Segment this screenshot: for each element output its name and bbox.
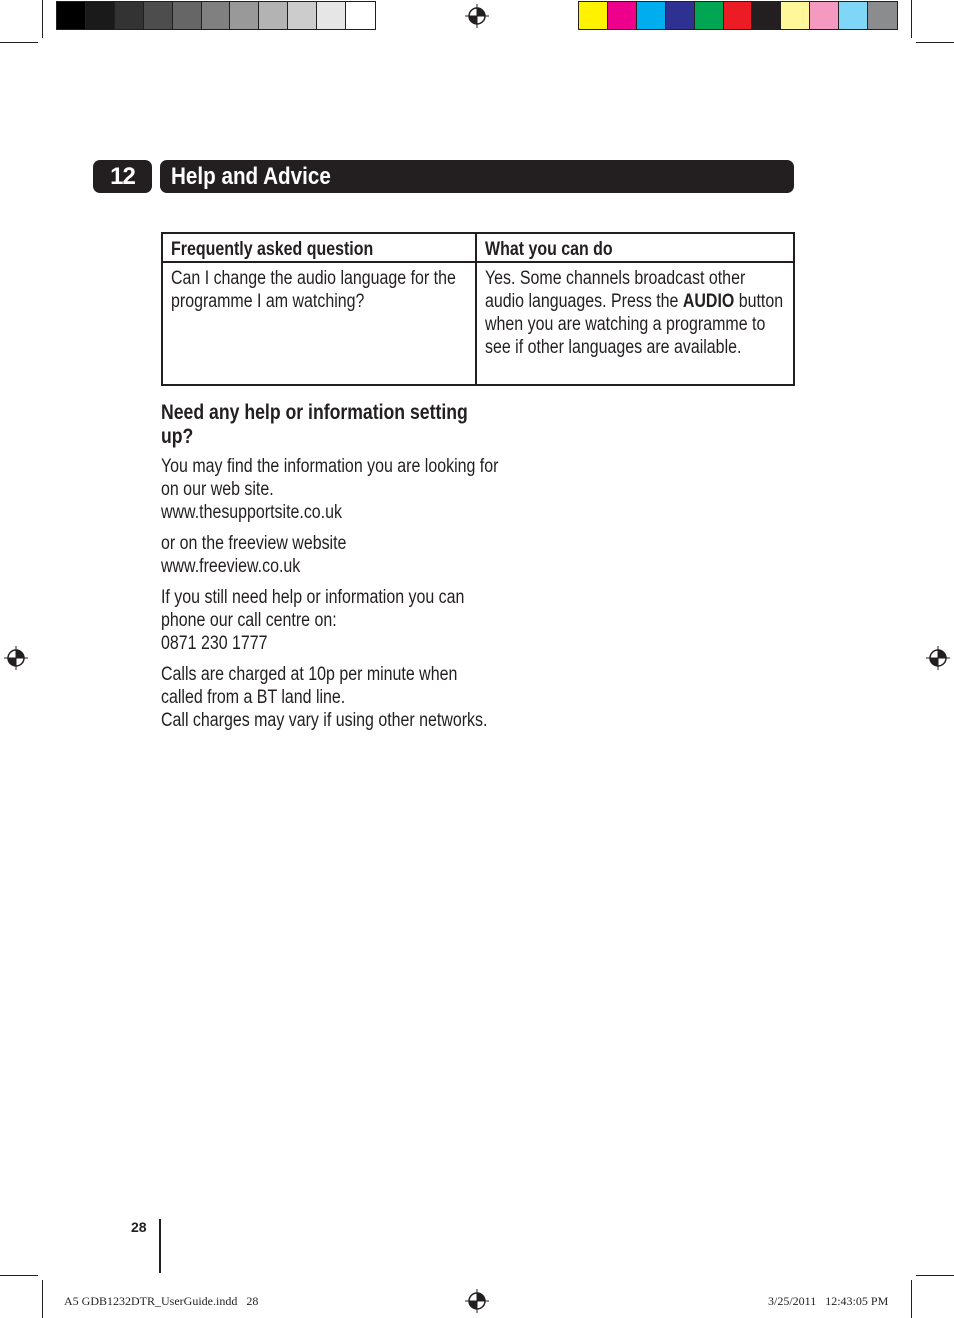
help-text: You may find the information you are looking for on our web site.: [161, 456, 499, 500]
chapter-number: 12: [93, 160, 152, 193]
crop-mark: [916, 1275, 954, 1276]
faq-answer-cell: [476, 262, 794, 385]
faq-question-cell: Can I change the audio language for the programme I am watching?: [162, 262, 476, 385]
grayscale-color-bar: [56, 1, 376, 30]
color-swatch: [810, 2, 839, 29]
help-paragraph: [161, 586, 501, 655]
faq-header-row: [162, 233, 794, 262]
color-swatch: [115, 2, 144, 29]
color-swatch: [346, 2, 375, 29]
color-swatch: [868, 2, 897, 29]
support-site-url[interactable]: www.thesupportsite.co.uk: [161, 502, 342, 523]
registration-mark-icon: [926, 646, 950, 670]
faq-header-question: Frequently asked question: [162, 233, 476, 262]
chapter-title: Help and Advice: [171, 162, 331, 190]
audio-button-label: AUDIO: [682, 291, 735, 312]
process-color-bar: [578, 1, 898, 30]
crop-mark: [0, 1275, 38, 1276]
color-swatch: [752, 2, 781, 29]
table-row: [162, 262, 794, 385]
faq-header-answer: What you can do: [476, 233, 794, 262]
faq-answer-text: Yes. Some channels broadcast other audio languages. Press the: [485, 268, 746, 312]
color-swatch: [666, 2, 695, 29]
faq-table: [161, 232, 795, 386]
help-text: Call charges may vary if using other networks.: [161, 710, 488, 731]
color-swatch: [57, 2, 86, 29]
color-swatch: [86, 2, 115, 29]
color-swatch: [173, 2, 202, 29]
color-swatch: [608, 2, 637, 29]
call-centre-phone: 0871 230 1777: [161, 633, 268, 654]
print-slug-file: A5 GDB1232DTR_UserGuide.indd 28: [64, 1294, 259, 1308]
help-section: [161, 401, 501, 740]
color-swatch: [317, 2, 346, 29]
color-swatch: [288, 2, 317, 29]
help-paragraph: [161, 663, 501, 732]
registration-mark-icon: [465, 4, 489, 28]
crop-mark: [0, 42, 38, 43]
registration-mark-icon: [465, 1289, 489, 1313]
freeview-url[interactable]: www.freeview.co.uk: [161, 556, 301, 577]
color-swatch: [637, 2, 666, 29]
color-swatch: [839, 2, 868, 29]
chapter-title-bar: [160, 160, 794, 193]
crop-mark: [42, 0, 43, 38]
page-number-rule: [159, 1219, 161, 1273]
color-swatch: [781, 2, 810, 29]
faq-answer-text-cont: button when you are watching a programme to see if other languages are available.: [485, 291, 784, 358]
crop-mark: [911, 0, 912, 38]
help-text: If you still need help or information you can phone our call centre on:: [161, 587, 465, 631]
color-swatch: [144, 2, 173, 29]
color-swatch: [202, 2, 231, 29]
help-paragraph: [161, 532, 501, 578]
crop-mark: [42, 1280, 43, 1318]
help-text: or on the freeview website: [161, 533, 347, 554]
registration-mark-icon: [4, 646, 28, 670]
crop-mark: [916, 42, 954, 43]
color-swatch: [230, 2, 259, 29]
color-swatch: [259, 2, 288, 29]
print-slug-date: 3/25/2011 12:43:05 PM: [768, 1294, 889, 1308]
color-swatch: [695, 2, 724, 29]
page-number: 28: [131, 1219, 147, 1235]
help-paragraph: [161, 455, 501, 524]
help-heading: Need any help or information setting up?: [161, 401, 468, 448]
help-text: Calls are charged at 10p per minute when called from a BT land line.: [161, 664, 458, 708]
crop-mark: [911, 1280, 912, 1318]
color-swatch: [579, 2, 608, 29]
color-swatch: [724, 2, 753, 29]
